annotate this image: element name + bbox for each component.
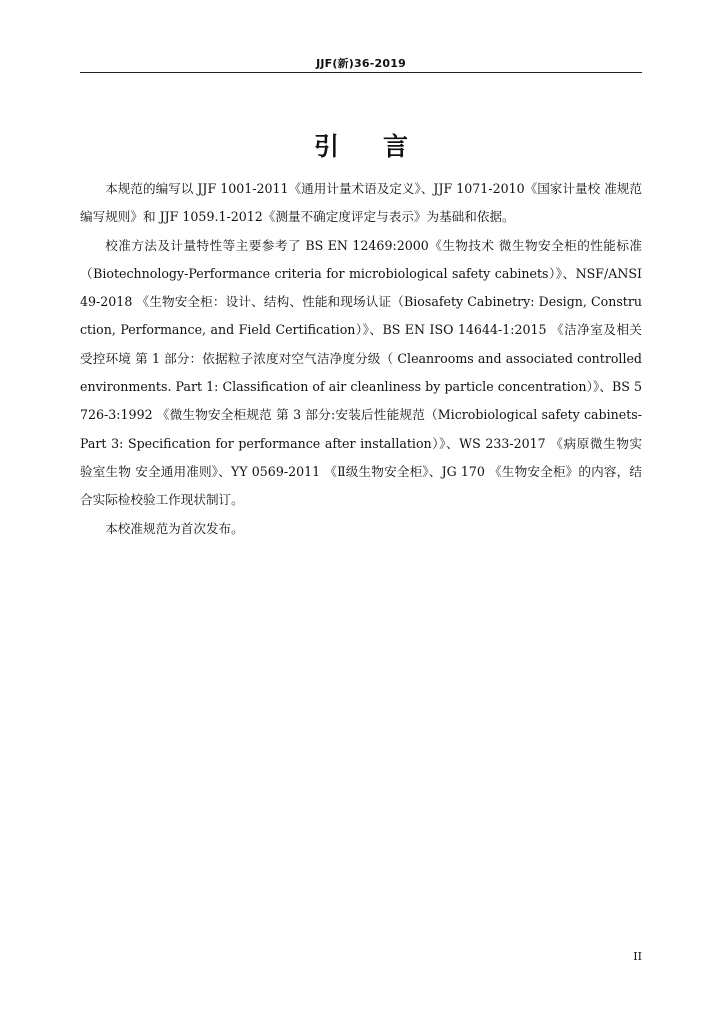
- page-header: [80, 52, 642, 73]
- paragraph-references: 校准方法及计量特性等主要参考了 BS EN 12469:2000《生物技术 微生物安全柜的性能标准（Biotechnology-Performance criteria for microbiological safety cabinets）》、NSF/ANSI 49-2018 《生物安全柜：设计、结构、性能和现场认证（Biosafety Cabinetry: Design, Construction, Performance, and Field Certification）》、BS EN ISO 14644-1:2015 《洁净室及相关受控环境 第 1 部分：依据粒子浓度对空气洁净度分级（ Cleanrooms and associated controlled environments. Part 1: Classification of air cleanliness by particle concentration）》、BS 5726-3:1992 《微生物安全柜规范 第 3 部分:安装后性能规范（Microbiological safety cabinets-Part 3: Specification for performance after installation）》、WS 233-2017 《病原微生物实验室生物 安全通用准则》、YY 0569-2011 《Ⅱ级生物安全柜》、JG 170 《生物安全柜》的内容，结合实际检校验工作现状制订。: [80, 237, 642, 508]
- title-char-2: 言: [383, 132, 409, 161]
- paragraph-basis: 本规范的编写以 JJF 1001-2011《通用计量术语及定义》、JJF 1071-2010《国家计量校 准规范编写规则》和 JJF 1059.1-2012《测量不确定度评定与表示》为基础和依据。: [80, 181, 642, 225]
- body-text: [80, 175, 642, 543]
- document-code: JJF(新)36-2019: [316, 57, 406, 70]
- page-title: [80, 131, 642, 163]
- title-char-1: 引: [313, 132, 339, 161]
- page-number: II: [633, 950, 642, 963]
- paragraph-first-release: 本校准规范为首次发布。: [105, 520, 244, 536]
